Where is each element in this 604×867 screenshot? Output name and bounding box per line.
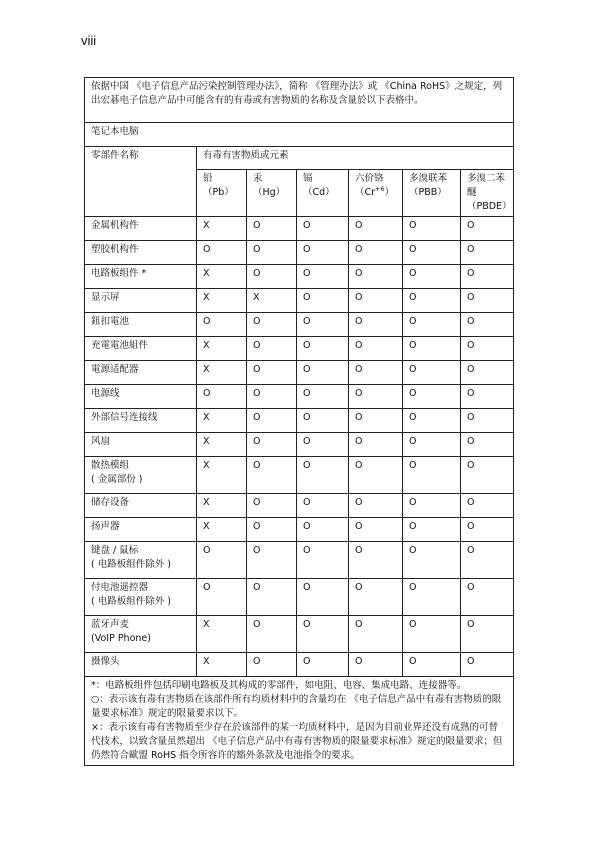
substance-value-cell: O bbox=[297, 409, 349, 433]
table-row bbox=[85, 457, 514, 494]
substance-value-cell: X bbox=[197, 217, 247, 241]
substance-value-cell: O bbox=[461, 289, 514, 313]
substance-value-cell: O bbox=[461, 616, 514, 653]
component-name-cell bbox=[85, 217, 197, 241]
page-number: viii bbox=[81, 33, 97, 48]
component-name: 电源线 bbox=[91, 388, 120, 399]
substance-value-cell: O bbox=[297, 361, 349, 385]
substance-name: 汞 bbox=[253, 173, 263, 184]
substance-value-cell: O bbox=[349, 518, 403, 542]
substance-symbol: （Hg） bbox=[253, 187, 286, 198]
component-name: 储存设备 bbox=[91, 497, 130, 508]
substance-name: 铅 bbox=[203, 173, 213, 184]
table-row bbox=[85, 542, 514, 579]
substance-value-cell: O bbox=[297, 265, 349, 289]
component-name-cell bbox=[85, 361, 197, 385]
substance-value-cell: O bbox=[403, 337, 461, 361]
substance-value-cell: O bbox=[349, 337, 403, 361]
component-name-cell bbox=[85, 579, 197, 616]
substance-value-cell: O bbox=[247, 361, 297, 385]
substance-value-cell: O bbox=[297, 494, 349, 518]
component-name: 风扇 bbox=[91, 436, 111, 447]
component-name-cell bbox=[85, 385, 197, 409]
substance-value-cell: O bbox=[403, 518, 461, 542]
substance-value-cell: O bbox=[247, 241, 297, 265]
component-name: 蓝牙声麦 bbox=[91, 619, 130, 630]
substance-value-cell: O bbox=[297, 337, 349, 361]
substance-value-cell: O bbox=[349, 385, 403, 409]
substance-value-cell: X bbox=[247, 289, 297, 313]
substance-value-cell: O bbox=[461, 494, 514, 518]
component-name: 金属机构件 bbox=[91, 220, 139, 231]
component-name-cell bbox=[85, 289, 197, 313]
substance-value-cell: O bbox=[297, 241, 349, 265]
substance-value-cell: X bbox=[197, 616, 247, 653]
substance-value-cell: O bbox=[297, 616, 349, 653]
substance-value-cell: O bbox=[461, 361, 514, 385]
notes-row bbox=[85, 677, 514, 766]
substance-symbol-suffix: ） bbox=[384, 187, 395, 198]
substance-header bbox=[297, 170, 349, 217]
substance-value-cell: O bbox=[349, 289, 403, 313]
substance-value-cell: O bbox=[197, 579, 247, 616]
component-name-cell bbox=[85, 337, 197, 361]
table-row bbox=[85, 653, 514, 677]
substance-value-cell: O bbox=[197, 385, 247, 409]
component-name-cell bbox=[85, 457, 197, 494]
substance-value-cell: O bbox=[247, 409, 297, 433]
component-name-header: 零部件名称 bbox=[85, 147, 197, 217]
substance-symbol: （Pb） bbox=[203, 187, 234, 198]
substance-value-cell: O bbox=[247, 313, 297, 337]
substance-value-cell: X bbox=[197, 265, 247, 289]
substance-value-cell: X bbox=[197, 361, 247, 385]
substance-value-cell: O bbox=[349, 542, 403, 579]
table-row bbox=[85, 361, 514, 385]
substance-value-cell: O bbox=[461, 542, 514, 579]
table-row bbox=[85, 217, 514, 241]
substance-value-cell: O bbox=[461, 653, 514, 677]
component-name-cell bbox=[85, 409, 197, 433]
component-name-cell bbox=[85, 653, 197, 677]
substance-header bbox=[349, 170, 403, 217]
component-name-cell bbox=[85, 616, 197, 653]
component-name-detail: ( 电路板组件除外 ) bbox=[91, 559, 171, 570]
component-name-detail: (VoIP Phone) bbox=[91, 633, 151, 644]
table-row bbox=[85, 265, 514, 289]
substance-symbol-prefix: （Cr bbox=[355, 187, 376, 198]
substance-value-cell: O bbox=[403, 361, 461, 385]
table-row bbox=[85, 494, 514, 518]
component-name-cell bbox=[85, 494, 197, 518]
substance-value-cell: O bbox=[247, 542, 297, 579]
component-name: 電源适配器 bbox=[91, 364, 139, 375]
substance-value-cell: O bbox=[349, 433, 403, 457]
component-name: 键盘 / 鼠标 bbox=[91, 545, 139, 556]
substance-symbol: （PBDE） bbox=[467, 201, 512, 212]
substance-value-cell: O bbox=[403, 433, 461, 457]
substance-value-cell: O bbox=[349, 217, 403, 241]
substance-value-cell: O bbox=[461, 457, 514, 494]
component-name-cell bbox=[85, 265, 197, 289]
substance-value-cell: X bbox=[197, 518, 247, 542]
substance-name: 镉 bbox=[303, 173, 313, 184]
component-name-detail: ( 金属部份 ) bbox=[91, 474, 143, 485]
substance-value-cell: O bbox=[461, 265, 514, 289]
substance-value-cell: O bbox=[297, 289, 349, 313]
component-name-cell bbox=[85, 542, 197, 579]
substance-value-cell: O bbox=[403, 313, 461, 337]
table-row bbox=[85, 241, 514, 265]
substance-value-cell: O bbox=[247, 217, 297, 241]
substance-value-cell: O bbox=[297, 217, 349, 241]
substance-name: 多溴二苯醚 bbox=[467, 173, 506, 198]
substance-value-cell: X bbox=[197, 409, 247, 433]
table-row bbox=[85, 385, 514, 409]
substance-value-cell: O bbox=[461, 579, 514, 616]
substance-header bbox=[461, 170, 514, 217]
table-row bbox=[85, 313, 514, 337]
substance-value-cell: O bbox=[349, 409, 403, 433]
substance-symbol: （Cd） bbox=[303, 187, 335, 198]
substance-value-cell: O bbox=[247, 385, 297, 409]
component-name: 鈕扣電池 bbox=[91, 316, 130, 327]
substance-value-cell: O bbox=[349, 457, 403, 494]
component-name: 塑胶机构件 bbox=[91, 244, 139, 255]
substance-value-cell: O bbox=[349, 241, 403, 265]
component-name: 付电池遥控器 bbox=[91, 582, 149, 593]
substance-value-cell: O bbox=[461, 518, 514, 542]
substance-value-cell: O bbox=[403, 217, 461, 241]
substance-value-cell: O bbox=[403, 579, 461, 616]
substance-value-cell: O bbox=[247, 337, 297, 361]
substance-value-cell: O bbox=[297, 457, 349, 494]
substance-value-cell: O bbox=[297, 313, 349, 337]
substance-value-cell: O bbox=[403, 265, 461, 289]
component-name: 充電電池組件 bbox=[91, 340, 149, 351]
component-name-detail: ( 电路板组件除外 ) bbox=[91, 596, 171, 607]
substance-value-cell: X bbox=[197, 433, 247, 457]
substance-value-cell: X bbox=[197, 494, 247, 518]
substance-value-cell: O bbox=[247, 653, 297, 677]
substance-value-cell: O bbox=[197, 241, 247, 265]
substance-value-cell: O bbox=[297, 433, 349, 457]
intro-text: 依据中国 《电子信息产品污染控制管理办法》，简称 《管理办法》或 《China RoHS》之规定，列出宏碁电子信息产品中可能含有的有毒或有害物质的名称及含量於以下表格中。 bbox=[85, 78, 514, 123]
substance-value-cell: O bbox=[349, 265, 403, 289]
substance-value-cell: O bbox=[461, 313, 514, 337]
substance-value-cell: O bbox=[403, 494, 461, 518]
substance-value-cell: O bbox=[197, 542, 247, 579]
substance-value-cell: O bbox=[403, 616, 461, 653]
table-row bbox=[85, 337, 514, 361]
note-cross: ×：表示该有毒有害物质至少存在於该部件的某一均质材料中，是因为目前业界还没有成熟的可替代技术，以致含量虽然超出 《电子信息产品中有毒有害物质的限量要求标准》规定的限量要求；但仍然符合歐盟 RoHS 指令所容许的豁外条款及电池指令的要求。 bbox=[91, 722, 503, 761]
substance-value-cell: O bbox=[349, 313, 403, 337]
substance-value-cell: O bbox=[247, 579, 297, 616]
substance-value-cell: X bbox=[197, 289, 247, 313]
component-name-cell bbox=[85, 433, 197, 457]
substance-value-cell: O bbox=[349, 579, 403, 616]
substance-value-cell: O bbox=[403, 409, 461, 433]
substance-header bbox=[197, 170, 247, 217]
substance-name: 多溴联苯 bbox=[409, 173, 448, 184]
component-name-cell bbox=[85, 313, 197, 337]
substance-value-cell: O bbox=[197, 313, 247, 337]
note-circle: ○：表示该有毒有害物质在该部件所有均质材料中的含量均在 《电子信息产品中有毒有害物质的限量要求标准》规定的限量要求以下。 bbox=[91, 694, 502, 719]
table-row bbox=[85, 409, 514, 433]
substance-value-cell: O bbox=[297, 579, 349, 616]
rohs-substance-table bbox=[84, 77, 514, 766]
substance-value-cell: O bbox=[461, 433, 514, 457]
substance-value-cell: O bbox=[461, 217, 514, 241]
table-row bbox=[85, 579, 514, 616]
component-name: 散热模组 bbox=[91, 460, 130, 471]
substance-value-cell: O bbox=[349, 653, 403, 677]
table-row bbox=[85, 518, 514, 542]
substance-header bbox=[247, 170, 297, 217]
substance-value-cell: X bbox=[197, 457, 247, 494]
component-name: 显示屏 bbox=[91, 292, 120, 303]
substance-value-cell: X bbox=[197, 653, 247, 677]
substance-value-cell: O bbox=[461, 385, 514, 409]
substance-value-cell: O bbox=[461, 337, 514, 361]
substance-value-cell: O bbox=[349, 361, 403, 385]
substance-value-cell: O bbox=[403, 241, 461, 265]
substance-value-cell: O bbox=[403, 385, 461, 409]
substance-value-cell: O bbox=[349, 616, 403, 653]
substance-value-cell: O bbox=[461, 409, 514, 433]
substance-value-cell: O bbox=[247, 433, 297, 457]
note-asterisk: *：电路板组件包括印刷电路板及其构成的零部件，如电阻、电容、集成电路、连接器等。 bbox=[91, 680, 467, 691]
substances-group-header: 有毒有害物质或元素 bbox=[197, 147, 514, 170]
substance-symbol: （PBB） bbox=[409, 187, 447, 198]
table-row bbox=[85, 433, 514, 457]
substance-name: 六价铬 bbox=[355, 173, 384, 184]
substance-value-cell: O bbox=[403, 542, 461, 579]
substance-value-cell: X bbox=[197, 337, 247, 361]
component-name: 扬声器 bbox=[91, 521, 120, 532]
substance-symbol-superscript: +6 bbox=[375, 184, 385, 193]
component-name: 电路板组件 * bbox=[91, 268, 147, 279]
substance-value-cell: O bbox=[297, 653, 349, 677]
substance-value-cell: O bbox=[403, 289, 461, 313]
substance-value-cell: O bbox=[297, 518, 349, 542]
product-category: 笔记本电脑 bbox=[85, 123, 514, 147]
substance-value-cell: O bbox=[349, 494, 403, 518]
substance-value-cell: O bbox=[297, 385, 349, 409]
component-name: 外部信号连接线 bbox=[91, 412, 158, 423]
component-name-cell bbox=[85, 518, 197, 542]
substance-value-cell: O bbox=[297, 542, 349, 579]
substance-header bbox=[403, 170, 461, 217]
substance-value-cell: O bbox=[247, 457, 297, 494]
table-row bbox=[85, 289, 514, 313]
substance-value-cell: O bbox=[403, 653, 461, 677]
substance-value-cell: O bbox=[247, 518, 297, 542]
table-body bbox=[85, 78, 514, 766]
substance-value-cell: O bbox=[247, 494, 297, 518]
substance-value-cell: O bbox=[461, 241, 514, 265]
substance-value-cell: O bbox=[403, 457, 461, 494]
substance-value-cell: O bbox=[247, 265, 297, 289]
component-name: 摄像头 bbox=[91, 656, 120, 667]
notes-cell bbox=[85, 677, 514, 766]
table-row bbox=[85, 616, 514, 653]
substance-value-cell: O bbox=[247, 616, 297, 653]
component-name-cell bbox=[85, 241, 197, 265]
